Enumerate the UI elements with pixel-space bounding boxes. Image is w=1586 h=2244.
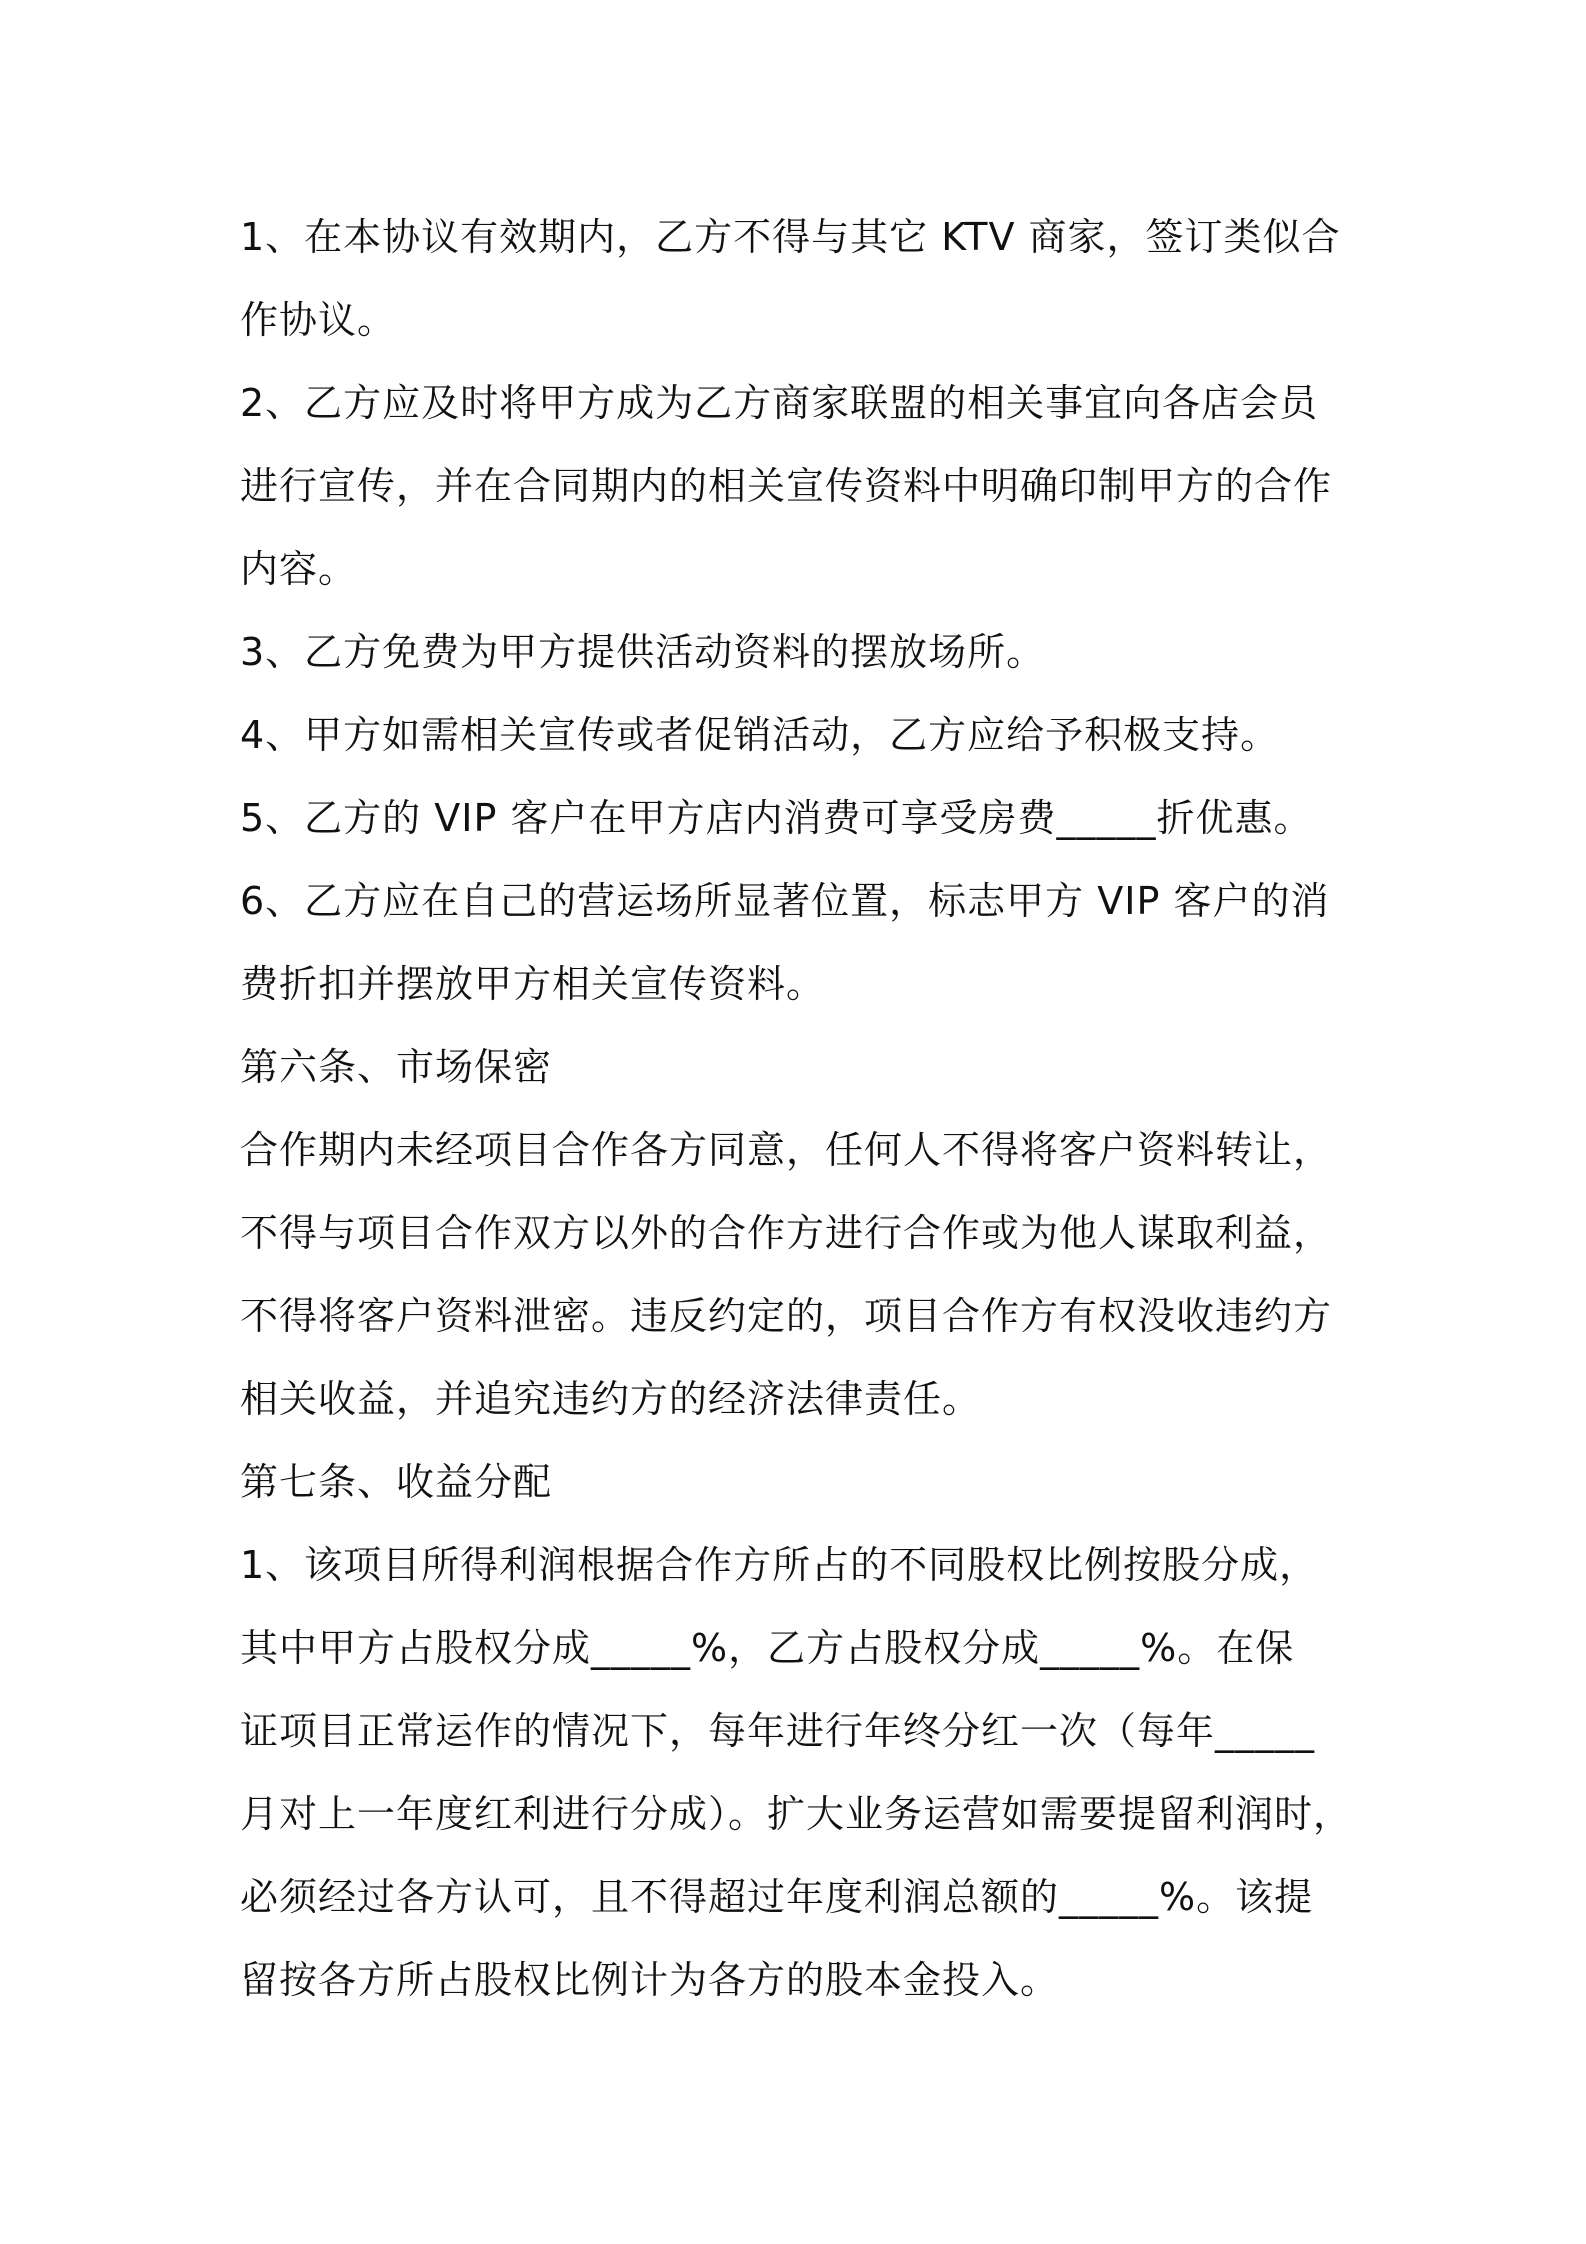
text-line: 进行宣传，并在合同期内的相关宣传资料中明确印制甲方的合作 bbox=[240, 464, 1333, 508]
text-line: 3、乙方免费为甲方提供活动资料的摆放场所。 bbox=[240, 630, 1046, 674]
text-line: 相关收益，并追究违约方的经济法律责任。 bbox=[240, 1377, 982, 1421]
text-line: 作协议。 bbox=[240, 298, 397, 342]
text-line: 5、乙方的 VIP 客户在甲方店内消费可享受房费_____折优惠。 bbox=[240, 796, 1313, 840]
text-line: 不得与项目合作双方以外的合作方进行合作或为他人谋取利益， bbox=[240, 1211, 1333, 1255]
text-line: 费折扣并摆放甲方相关宣传资料。 bbox=[240, 962, 826, 1006]
text-line: 1、在本协议有效期内，乙方不得与其它 KTV 商家，签订类似合 bbox=[240, 215, 1341, 259]
text-line: 内容。 bbox=[240, 547, 358, 591]
section-heading: 第六条、市场保密 bbox=[240, 1045, 553, 1089]
text-line: 合作期内未经项目合作各方同意，任何人不得将客户资料转让， bbox=[240, 1128, 1333, 1172]
text-line: 必须经过各方认可，且不得超过年度利润总额的_____%。该提 bbox=[240, 1875, 1314, 1919]
section-heading: 第七条、收益分配 bbox=[240, 1460, 553, 1504]
text-line: 其中甲方占股权分成_____%，乙方占股权分成_____%。在保 bbox=[240, 1626, 1295, 1670]
text-line: 1、该项目所得利润根据合作方所占的不同股权比例按股分成， bbox=[240, 1543, 1319, 1587]
text-line: 留按各方所占股权比例计为各方的股本金投入。 bbox=[240, 1958, 1060, 2002]
text-line: 月对上一年度红利进行分成）。扩大业务运营如需要提留利润时， bbox=[240, 1792, 1353, 1836]
text-line: 证项目正常运作的情况下，每年进行年终分红一次（每年_____ bbox=[240, 1709, 1316, 1753]
text-line: 2、乙方应及时将甲方成为乙方商家联盟的相关事宜向各店会员 bbox=[240, 381, 1319, 425]
document-body bbox=[240, 196, 1353, 2022]
text-line: 6、乙方应在自己的营运场所显著位置，标志甲方 VIP 客户的消 bbox=[240, 879, 1330, 923]
text-line: 4、甲方如需相关宣传或者促销活动，乙方应给予积极支持。 bbox=[240, 713, 1280, 757]
text-line: 不得将客户资料泄密。违反约定的，项目合作方有权没收违约方 bbox=[240, 1294, 1333, 1338]
